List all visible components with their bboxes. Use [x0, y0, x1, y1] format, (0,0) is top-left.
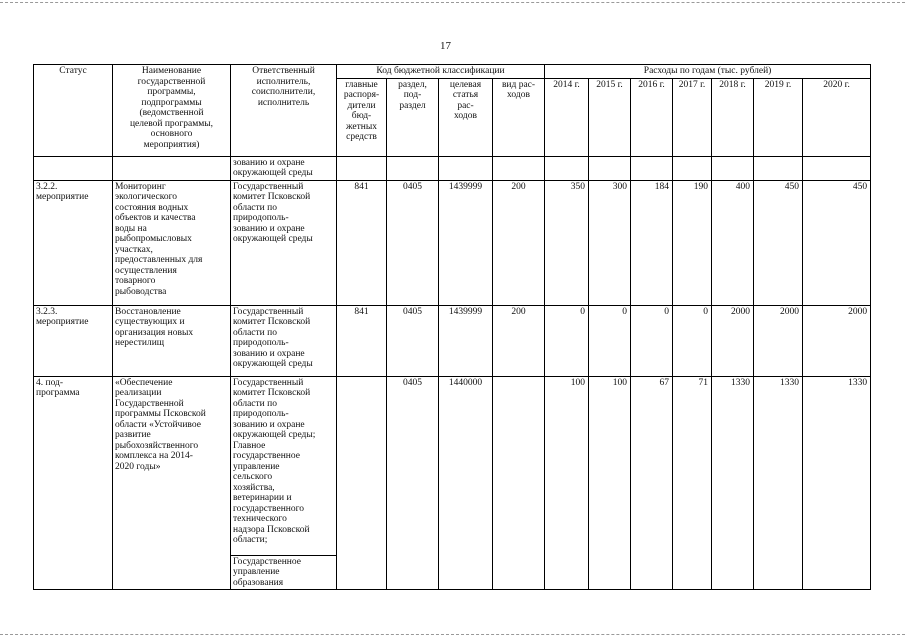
table-row — [34, 305, 871, 376]
row-value-2015: 100 — [589, 376, 631, 590]
row-value-2020: 450 — [803, 180, 871, 305]
row-value-2018: 400 — [712, 180, 754, 305]
row-value-2014: 350 — [545, 180, 589, 305]
row-value-2018: 2000 — [712, 305, 754, 376]
header-csr: целевая статья рас- ходов — [439, 78, 493, 156]
row-vr: 200 — [493, 180, 545, 305]
header-year: 2020 г. — [803, 78, 871, 156]
row-value-2018: 1330 — [712, 376, 754, 590]
header-year: 2014 г. — [545, 78, 589, 156]
row-value-2016: 184 — [631, 180, 673, 305]
table-row — [34, 180, 871, 305]
row-csr: 1439999 — [439, 305, 493, 376]
table-row-continuation — [34, 156, 871, 180]
row-value-2017: 190 — [673, 180, 712, 305]
row-value-2019: 450 — [754, 180, 803, 305]
row-value-2020: 1330 — [803, 376, 871, 590]
row-executor: Государственный комитет Псковской области по природополь- зованию и охране окружающей среды — [231, 305, 337, 376]
header-rzpr: раздел, под- раздел — [387, 78, 439, 156]
row-vr — [493, 376, 545, 590]
row-executor-cell — [231, 376, 337, 590]
row-value-2014: 100 — [545, 376, 589, 590]
executor-continuation: зованию и охране окружающей среды — [231, 156, 337, 180]
row-name: Мониторинг экологического состояния водных объектов и качества воды на рыбопромысловых участках, предоставленных для осуществления товарного рыбоводства — [113, 180, 231, 305]
budget-table — [33, 64, 871, 590]
row-value-2019: 2000 — [754, 305, 803, 376]
row-name: «Обеспечение реализации Государственной программы Псковской области «Устойчивое развитие рыбохозяйственного комплекса на 2014- 2020 годы» — [113, 376, 231, 590]
table-row — [34, 376, 871, 590]
row-value-2016: 0 — [631, 305, 673, 376]
header-executor: Ответственный исполнитель, соисполнители, исполнитель — [231, 65, 337, 157]
header-status: Статус — [34, 65, 113, 157]
header-year: 2015 г. — [589, 78, 631, 156]
header-name: Наименование государственной программы, подпрограммы (ведомственной целевой программы, основного мероприятия) — [113, 65, 231, 157]
header-year: 2016 г. — [631, 78, 673, 156]
header-year: 2017 г. — [673, 78, 712, 156]
row-value-2017: 71 — [673, 376, 712, 590]
row-vr: 200 — [493, 305, 545, 376]
header-year: 2019 г. — [754, 78, 803, 156]
row-value-2014: 0 — [545, 305, 589, 376]
row-status: 4. под- программа — [34, 376, 113, 590]
row-value-2015: 0 — [589, 305, 631, 376]
row-value-2019: 1330 — [754, 376, 803, 590]
row-status: 3.2.3. мероприятие — [34, 305, 113, 376]
row-csr: 1439999 — [439, 180, 493, 305]
header-expenses: Расходы по годам (тыс. рублей) — [545, 65, 871, 79]
row-rzpr: 0405 — [387, 376, 439, 590]
row-value-2020: 2000 — [803, 305, 871, 376]
row-rzpr: 0405 — [387, 305, 439, 376]
row-value-2015: 300 — [589, 180, 631, 305]
row-grbs: 841 — [337, 180, 387, 305]
header-vr: вид рас- ходов — [493, 78, 545, 156]
row-grbs — [337, 376, 387, 590]
row-csr: 1440000 — [439, 376, 493, 590]
scan-edge-bottom — [0, 634, 905, 635]
row-name: Восстановление существующих и организация новых нерестилищ — [113, 305, 231, 376]
header-year: 2018 г. — [712, 78, 754, 156]
row-executor-2: Государственное управление образования — [233, 556, 301, 588]
row-value-2017: 0 — [673, 305, 712, 376]
header-budget-code: Код бюджетной классификации — [337, 65, 545, 79]
row-executor: Государственный комитет Псковской области по природополь- зованию и охране окружающей среды; Главное государственное управление сельского хозяйства, ветеринарии и государственного технического надзора Псковской области; — [231, 377, 336, 556]
header-grbs: главные распоря- дители бюд- жетных средств — [337, 78, 387, 156]
row-grbs: 841 — [337, 305, 387, 376]
row-executor: Государственный комитет Псковской области по природополь- зованию и охране окружающей среды — [231, 180, 337, 305]
scan-edge-top — [0, 2, 905, 3]
page-number: 17 — [440, 40, 451, 52]
row-value-2016: 67 — [631, 376, 673, 590]
row-status: 3.2.2. мероприятие — [34, 180, 113, 305]
row-rzpr: 0405 — [387, 180, 439, 305]
